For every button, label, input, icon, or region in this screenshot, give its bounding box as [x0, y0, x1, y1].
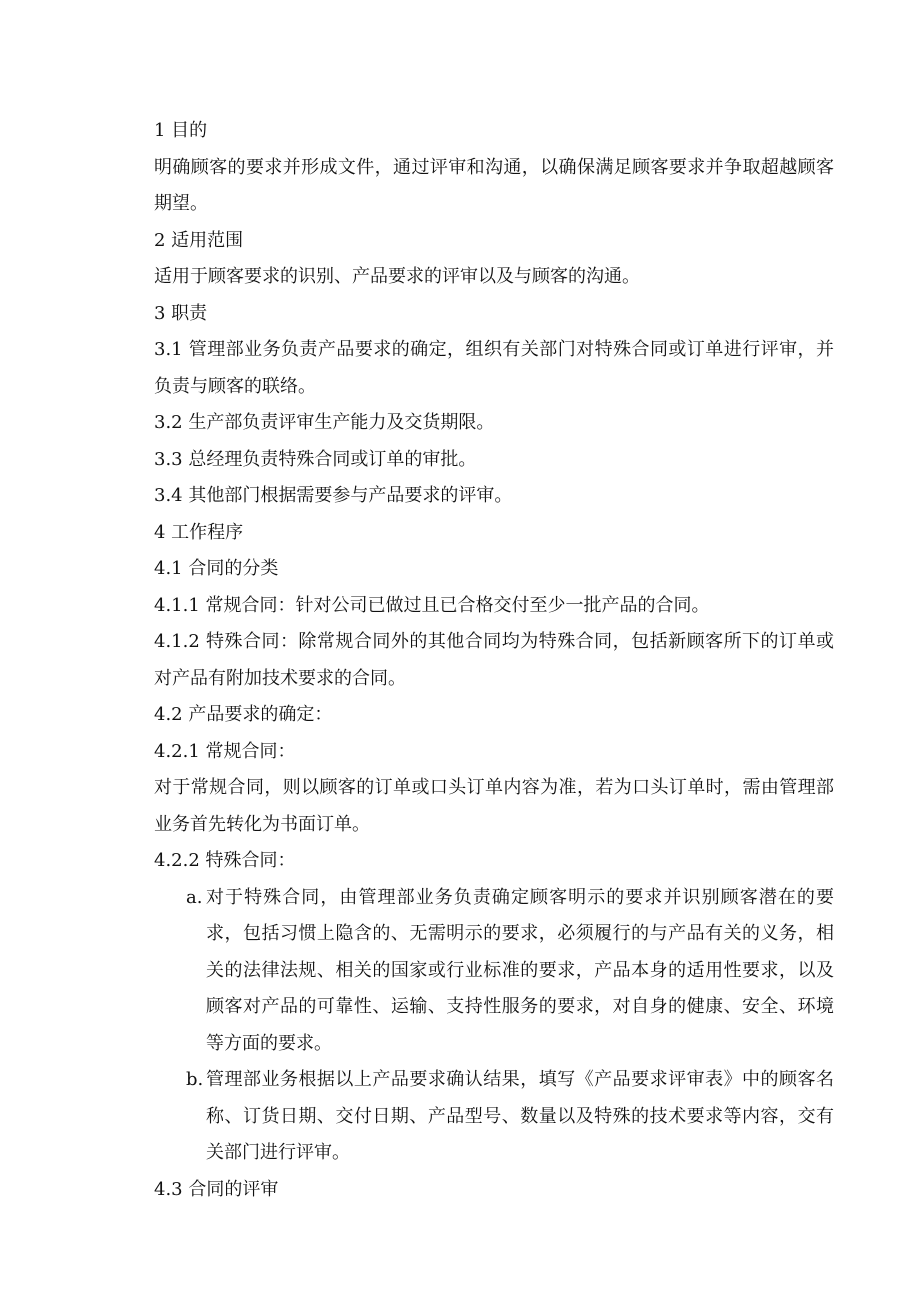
- list-text-b: 管理部业务根据以上产品要求确认结果，填写《产品要求评审表》中的顾客名称、订货日期、交付日期、产品型号、数量以及特殊的技术要求等内容，交有关部门进行评审。: [206, 1069, 834, 1163]
- list-item-b: [186, 1062, 834, 1172]
- section-1-body: 明确顾客的要求并形成文件，通过评审和沟通，以确保满足顾客要求并争取超越顾客期望。: [154, 156, 834, 214]
- clause-4-1-1: 4.1.1 常规合同：针对公司已做过且已合格交付至少一批产品的合同。: [154, 594, 710, 616]
- clause-4-2: 4.2 产品要求的确定：: [154, 704, 333, 725]
- list-marker-b: b.: [186, 1069, 204, 1090]
- clause-4-3: 4.3 合同的评审: [154, 1178, 279, 1200]
- document-body: [154, 113, 834, 1208]
- clause-3-3: 3.3 总经理负责特殊合同或订单的审批。: [154, 448, 477, 470]
- clause-4-1: 4.1 合同的分类: [154, 558, 279, 579]
- section-2-body: 适用于顾客要求的识别、产品要求的评审以及与顾客的沟通。: [154, 266, 640, 287]
- clause-3-2: 3.2 生产部负责评审生产能力及交货期限。: [154, 412, 495, 433]
- clause-4-2-2: 4.2.2 特殊合同：: [154, 850, 296, 871]
- clause-3-1: 3.1 管理部业务负责产品要求的确定，组织有关部门对特殊合同或订单进行评审，并负责与顾客的联络。: [154, 339, 834, 397]
- list-marker-a: a.: [186, 886, 203, 908]
- list-item-a: [186, 880, 834, 1063]
- clause-4-2-1-body: 对于常规合同，则以顾客的订单或口头订单内容为准，若为口头订单时，需由管理部业务首先转化为书面订单。: [154, 777, 834, 835]
- section-1-title: 1 目的: [154, 120, 208, 141]
- section-4-title: 4 工作程序: [154, 521, 244, 543]
- clause-3-4: 3.4 其他部门根据需要参与产品要求的评审。: [154, 485, 513, 506]
- clause-4-2-1: 4.2.1 常规合同：: [154, 740, 296, 762]
- section-3-title: 3 职责: [154, 302, 208, 324]
- clause-4-1-2: 4.1.2 特殊合同：除常规合同外的其他合同均为特殊合同，包括新顾客所下的订单或对产品有附加技术要求的合同。: [154, 631, 834, 689]
- section-2-title: 2 适用范围: [154, 229, 244, 251]
- list-text-a: 对于特殊合同，由管理部业务负责确定顾客明示的要求并识别顾客潜在的要求，包括习惯上隐含的、无需明示的要求，必须履行的与产品有关的义务，相关的法律法规、相关的国家或行业标准的要求，产品本身的适用性要求，以及顾客对产品的可靠性、运输、支持性服务的要求，对自身的健康、安全、环境等方面的要求。: [206, 886, 834, 1054]
